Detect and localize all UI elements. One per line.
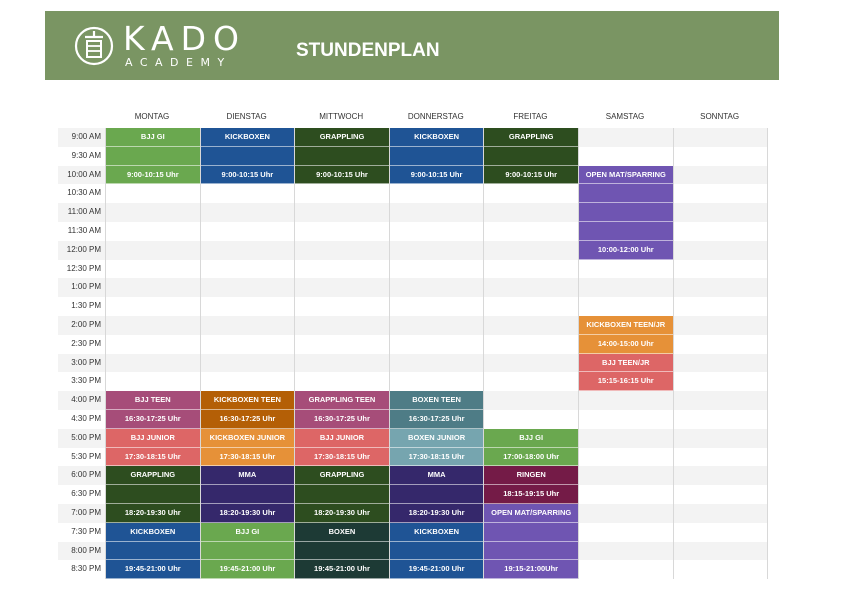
time-label: 11:30 AM xyxy=(67,226,101,235)
class-block xyxy=(106,542,200,561)
class-block xyxy=(390,542,484,561)
class-title: BJJ GI xyxy=(106,128,200,147)
class-block xyxy=(201,147,295,166)
class-block xyxy=(390,485,484,504)
class-time: 18:20-19:30 Uhr xyxy=(201,504,295,523)
time-label: 7:30 PM xyxy=(71,526,101,536)
time-label: 9:00 AM xyxy=(71,132,101,141)
class-time: 19:15-21:00Uhr xyxy=(484,560,578,579)
time-label: 8:00 PM xyxy=(71,545,101,555)
class-title: OPEN MAT/SPARRING xyxy=(484,504,578,523)
class-title: MMA xyxy=(201,466,295,485)
time-label: 12:00 PM xyxy=(66,244,101,254)
day-header: DONNERSTAG xyxy=(407,112,464,121)
time-label: 2:30 PM xyxy=(71,338,101,348)
class-time: 16:30-17:25 Uhr xyxy=(201,410,295,429)
class-time: 15:15-16:15 Uhr xyxy=(579,372,673,391)
class-time: 9:00-10:15 Uhr xyxy=(484,166,578,185)
class-title: BJJ GI xyxy=(484,429,578,448)
class-title: GRAPPLING xyxy=(484,128,578,147)
time-label: 3:00 PM xyxy=(71,357,101,367)
class-time: 19:45-21:00 Uhr xyxy=(390,560,484,579)
class-title: KICKBOXEN TEEN/JR xyxy=(579,316,673,335)
day-header: DIENSTAG xyxy=(226,112,267,121)
class-block xyxy=(295,542,389,561)
class-time: 18:20-19:30 Uhr xyxy=(295,504,389,523)
class-title: GRAPPLING xyxy=(106,466,200,485)
class-time: 18:15-19:15 Uhr xyxy=(484,485,578,504)
time-label: 12:30 PM xyxy=(66,263,101,273)
row-band xyxy=(58,260,767,279)
class-title: BJJ GI xyxy=(201,523,295,542)
class-block xyxy=(295,147,389,166)
class-block xyxy=(484,523,578,542)
time-label: 9:30 AM xyxy=(71,150,101,160)
class-title: GRAPPLING xyxy=(295,128,389,147)
time-label: 5:30 PM xyxy=(71,451,101,461)
time-label: 6:00 PM xyxy=(71,470,101,480)
class-title: BJJ JUNIOR xyxy=(295,429,389,448)
class-time: 19:45-21:00 Uhr xyxy=(295,560,389,579)
day-header: SAMSTAG xyxy=(605,112,645,121)
class-title: KICKBOXEN xyxy=(390,523,484,542)
class-block xyxy=(295,485,389,504)
class-time: 17:30-18:15 Uhr xyxy=(295,448,389,467)
class-block xyxy=(579,222,673,241)
class-block xyxy=(201,485,295,504)
class-title: KICKBOXEN JUNIOR xyxy=(201,429,295,448)
class-title: BOXEN TEEN xyxy=(390,391,484,410)
row-band xyxy=(58,278,767,297)
header-banner xyxy=(45,11,779,80)
class-block xyxy=(390,147,484,166)
class-time: 17:30-18:15 Uhr xyxy=(390,448,484,467)
class-title: MMA xyxy=(390,466,484,485)
class-title: BOXEN JUNIOR xyxy=(390,429,484,448)
class-time: 16:30-17:25 Uhr xyxy=(295,410,389,429)
time-label: 4:30 PM xyxy=(71,414,101,423)
time-label: 8:30 PM xyxy=(71,564,101,574)
class-time: 9:00-10:15 Uhr xyxy=(201,166,295,185)
logo-subtext: ACADEMY xyxy=(125,56,232,69)
class-title: KICKBOXEN xyxy=(201,128,295,147)
class-time: 9:00-10:15 Uhr xyxy=(295,166,389,185)
class-title: BOXEN xyxy=(295,523,389,542)
page-title: STUNDENPLAN xyxy=(296,40,440,61)
class-block xyxy=(201,542,295,561)
day-header: FREITAG xyxy=(513,112,548,121)
class-title: RINGEN xyxy=(484,466,578,485)
time-label: 4:00 PM xyxy=(71,395,101,405)
class-title: KICKBOXEN TEEN xyxy=(201,391,295,410)
day-header: MONTAG xyxy=(134,112,170,121)
time-label: 11:00 AM xyxy=(67,207,101,217)
class-block xyxy=(106,485,200,504)
time-label: 10:00 AM xyxy=(67,169,101,179)
class-time: 9:00-10:15 Uhr xyxy=(390,166,484,185)
class-time: 16:30-17:25 Uhr xyxy=(106,410,200,429)
class-time: 9:00-10:15 Uhr xyxy=(106,166,200,185)
class-title: BJJ JUNIOR xyxy=(106,429,200,448)
class-block xyxy=(484,542,578,561)
day-header: SONNTAG xyxy=(700,112,740,121)
time-label: 1:00 PM xyxy=(71,282,101,292)
time-label: 2:00 PM xyxy=(71,320,101,329)
class-time: 18:20-19:30 Uhr xyxy=(106,504,200,523)
time-label: 3:30 PM xyxy=(71,376,101,386)
class-title: GRAPPLING xyxy=(295,466,389,485)
class-time: 10:00-12:00 Uhr xyxy=(579,241,673,260)
class-title: GRAPPLING TEEN xyxy=(295,391,389,410)
class-time: 18:20-19:30 Uhr xyxy=(390,504,484,523)
class-block xyxy=(106,147,200,166)
row-band xyxy=(58,297,767,316)
time-label: 7:00 PM xyxy=(71,508,101,517)
time-label: 10:30 AM xyxy=(67,188,101,198)
class-title: BJJ TEEN xyxy=(106,391,200,410)
class-time: 17:30-18:15 Uhr xyxy=(201,448,295,467)
class-time: 14:00-15:00 Uhr xyxy=(579,335,673,354)
time-label: 6:30 PM xyxy=(71,489,101,499)
kado-logo-icon xyxy=(73,25,115,67)
class-time: 17:30-18:15 Uhr xyxy=(106,448,200,467)
column-divider xyxy=(767,128,768,579)
class-block xyxy=(579,184,673,203)
time-label: 5:00 PM xyxy=(71,432,101,442)
class-time: 17:00-18:00 Uhr xyxy=(484,448,578,467)
class-title: OPEN MAT/SPARRING xyxy=(579,166,673,185)
class-block xyxy=(484,147,578,166)
class-time: 19:45-21:00 Uhr xyxy=(201,560,295,579)
class-title: BJJ TEEN/JR xyxy=(579,354,673,373)
time-label: 1:30 PM xyxy=(71,301,101,311)
class-title: KICKBOXEN xyxy=(106,523,200,542)
class-title: KICKBOXEN xyxy=(390,128,484,147)
day-header: MITTWOCH xyxy=(319,112,364,121)
logo-text: KADO xyxy=(123,19,247,58)
class-time: 16:30-17:25 Uhr xyxy=(390,410,484,429)
class-block xyxy=(579,203,673,222)
class-time: 19:45-21:00 Uhr xyxy=(106,560,200,579)
column-divider xyxy=(673,128,674,579)
